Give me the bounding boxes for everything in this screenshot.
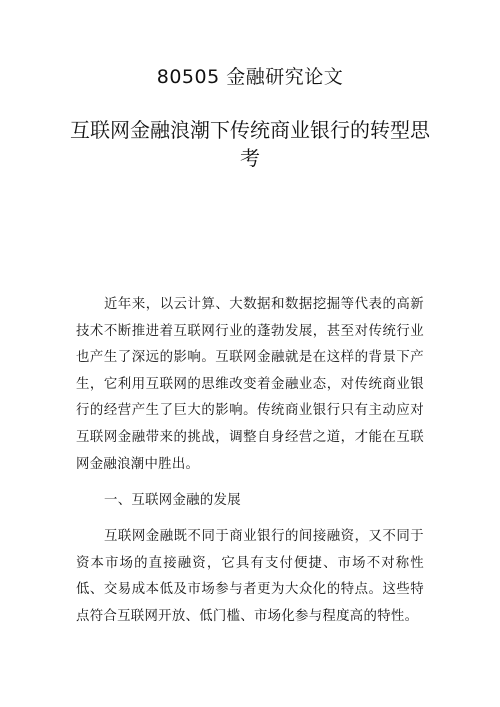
document-title: 互联网金融浪潮下传统商业银行的转型思考 <box>70 118 430 170</box>
section-1-paragraph: 互联网金融既不同于商业银行的间接融资，又不同于资本市场的直接融资，它具有支付便捷、市场不对称性低、交易成本低及市场参与者更为大众化的特点。这些特点符合互联网开放、低门槛、市场化参与程度高的特性。 <box>76 529 424 624</box>
intro-paragraph: 近年来，以云计算、大数据和数据挖掘等代表的高新技术不断推进着互联网行业的蓬勃发展，甚至对传统行业也产生了深远的影响。互联网金融就是在这样的背景下产生，它利用互联网的思维改变着金融业态，对传统商业银行的经营产生了巨大的影响。传统商业银行只有主动应对互联网金融带来的挑战，调整自身经营之道，才能在互联网金融浪潮中胜出。 <box>76 297 424 472</box>
document-number-heading: 80505 金融研究论文 <box>156 66 344 88</box>
section-heading-1: 一、互联网金融的发展 <box>104 493 241 508</box>
